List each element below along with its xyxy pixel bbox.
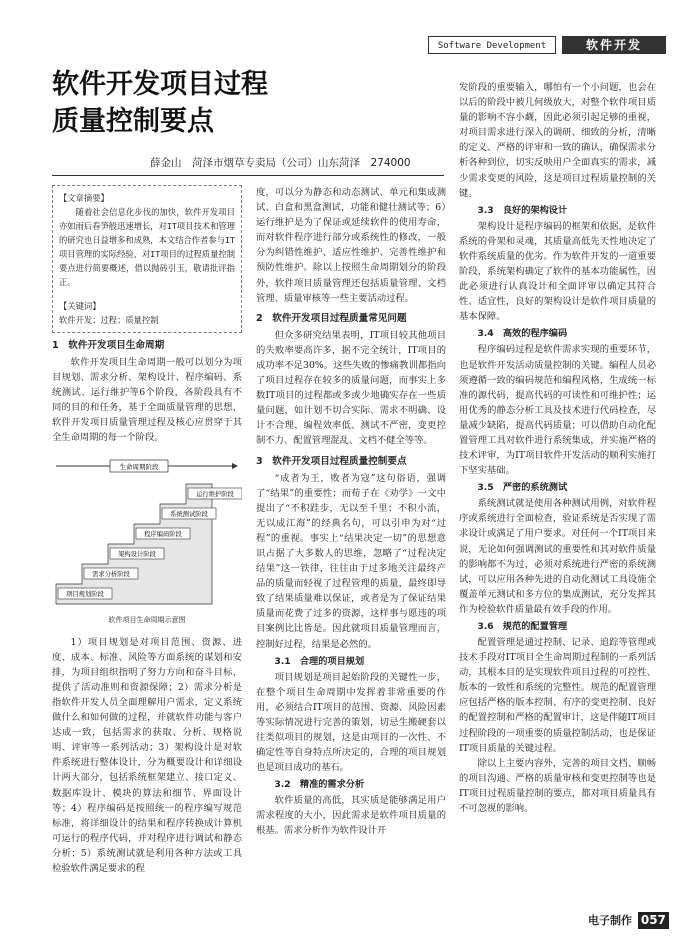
section-3-4-paragraph: 程序编码过程是软件需求实现的重要环节，也是软件开发活动质量控制的关键。编程人员必须遵循一致的编码规范和编程风格，生成统一标准的源代码，提高代码的可读性和可维护性；运用优秀的静态分析工具及技术进行代码检查，尽量减少缺陷，提高代码质量；可以借助自动化配置管理工具对软件进行系统集成，并实施严格的技术评审，为IT项目软件开发活动的顺利实施打下坚实基础。 [459, 344, 656, 477]
section-3-3-heading: 3.3 良好的架构设计 [477, 204, 568, 216]
article-title [52, 66, 432, 140]
section-3-5-heading: 3.5 严密的系统测试 [477, 482, 568, 494]
section-3-6-paragraph-1: 配置管理是通过控制、记录、追踪等管理或技术手段对IT项目全生命周期过程制的一系列活动，其根本目的是实现软件项目过程的可控性、版本的一致性和系统的完整性。规范的配置管理应包括严格的版本控制、有序的变更控制、良好的配置控制和严格的配置审计，这是伴随IT项目过程阶段的一项重要的质量控制活动，也是保证IT项目质量的关键过程。 [459, 637, 656, 754]
section-3-heading: 3 软件开发项目过程质量控制要点 [256, 455, 407, 467]
section-3-4-heading: 3.4 高效的程序编码 [477, 328, 568, 340]
column-2 [256, 185, 446, 839]
magazine-name: 电子制作 [588, 914, 632, 927]
abstract-box [52, 185, 242, 333]
column-2-continuation: 度，可以分为静态和动态测试、单元和集成测试、白盒和黑盒测试，功能和健壮测试等；6）运行维护是为了保证或延续软件的使用寿命，而对软件程序进行部分或系统性的修改，一般分为纠错性维护、适应性维护、完善性维护和预防性维护。除以上按照生命周期划分的阶段外，软件项目质量管理还包括质量管理、文档管理、质量审核等一些主要活动过程。 [256, 187, 446, 304]
section-1-paragraph-1: 软件开发项目生命周期一般可以划分为项目规划、需求分析、架构设计、程序编码、系统测试、运行维护等6个阶段，各阶段具有不同的目的和任务，基于全面质量管理的思想，软件开发项目质量管理过程及核心应贯穿于其全生命周期的每一个阶段。 [52, 357, 242, 444]
staircase-shape [56, 484, 212, 604]
abstract-text: 随着社会信息化步伐的加快，软件开发项目亦如雨后春笋般迅速增长，对IT项目技术和管理的研究也日益增多和成熟，本文结合作者参与IT项目管理的实际经验，对IT项目的过程质量控制要点进行简要概述，借以抛砖引玉，敬请批评指正。 [59, 207, 235, 287]
header-section-en: Software Development [428, 36, 556, 54]
section-3-6-heading: 3.6 规范的配置管理 [477, 621, 568, 632]
section-1-paragraph-2: 1）项目规划是对项目范围、资源、进度、成本、标准、风险等方面系统的谋划和安排，为项目组织指明了努力方向和奋斗目标，提供了活动准则和资源保障；2）需求分析是指软件开发人员全面理解用户需求，定义系统做什么和如何做的过程，并就软件功能与客户达成一致，包括需求的获取、分析、规格说明、评审等一系列活动；3）架构设计是对软件系统进行整体设计，分为概要设计和详细设计两大部分，包括系统框架建立、接口定义、数据库设计、模块的算法和细节、界面设计等；4）程序编码是按照统一的程序编写规范标准，将详细设计的结果和程序转换成计算机可运行的程序代码，并对程序进行调试和静态分析；5）系统测试就是利用各种方法或工具检验软件满足要求的程 [52, 636, 242, 874]
column-3-continuation: 发阶段的重要输入，哪怕有一个小问题，也会在以后的阶段中被几何级放大，对整个软件项目质量的影响不容小觑，因此必须引起足够的重视，对项目需求进行深入的调研、细致的分析，清晰的定义、严格的评审和一致的确认，确保需求分析各种到位，切实反映用户全面真实的需求，减少需求变更的风险，这是项目过程质量控制的关键。 [459, 82, 656, 199]
section-3-1-paragraph: 项目规划是项目起始阶段的关键性一步，在整个项目生命周期中发挥着非常重要的作用，必须结合IT项目的范围、资源、风险因素等实际情况进行完善的策划，切忌生搬硬套以往类似项目的规划，这是由项目的一次性、不确定性等自身特点所决定的，合理的项目规划也是项目成功的基石。 [256, 671, 446, 774]
title-line-1: 软件开发项目过程 [52, 69, 268, 100]
lifecycle-diagram [52, 454, 242, 614]
step-label-4: 程序编码阶段 [144, 530, 182, 538]
step-label-6: 运行维护阶段 [196, 490, 234, 498]
column-3 [459, 80, 656, 816]
header-section-cn: 软件开发 [562, 36, 666, 54]
lifecycle-figure [52, 454, 242, 629]
section-3-paragraph: “成者为王，败者为寇”这句俗语，强调了“结果”的重要性；而荀子在《劝学》一文中提出了“不积跬步，无以至千里；不积小流，无以成江海”的经典名句，可以引申为对“过程”的重视。事实上“结果决定一切”的思想意识占据了大多数人的思维，忽略了“过程决定结果”这一铁律，往往由于过多地关注最终产品的质量而轻视了过程管理的质量，最终即导致了结果质量难以保证，或者是为了保证结果质量而花费了过多的资源，这样事与愿违的项目案例比比皆是。因此就项目质量管理而言，控制好过程，结果是必然的。 [256, 472, 446, 650]
header-bar [428, 36, 668, 54]
step-label-5: 系统测试阶段 [170, 510, 208, 518]
section-3-6-paragraph-2: 除以上主要内容外，完善的项目文档、顺畅的项目沟通、严格的质量审核和变更控制等也是IT项目过程质量控制的要点，都对项目质量具有不可忽视的影响。 [459, 757, 656, 815]
keywords-text: 软件开发；过程；质量控制 [59, 315, 159, 325]
figure-steps [56, 484, 242, 604]
section-1-heading: 1 软件开发项目生命周期 [52, 340, 165, 351]
step-label-2: 需求分析阶段 [92, 570, 130, 578]
section-2-paragraph: 但众多研究结果表明，IT项目较其他项目的失败率要高许多，据不完全统计，IT项目的成功率不足30%。这些失败的惨痛教训都指向了项目过程存在较多的质量问题，而事实上多数IT项目的过程都或多或少地确实存在一些质量问题，如计划不切合实际、需求不明确、设计不合理、编程效率低、测试不严密，变更控制不力、配置管理混乱、文档不健全等等。 [256, 329, 446, 447]
figure-caption: 软件项目生命周期示意图 [108, 616, 186, 625]
section-3-2-heading: 3.2 精准的需求分析 [274, 779, 365, 791]
keywords-heading: 【关键词】 [59, 301, 101, 311]
abstract-heading: 【文章摘要】 [59, 193, 109, 203]
section-3-3-paragraph: 架构设计是程序编码的框架和依据，是软件系统的骨架和灵魂，其质量高低先天性地决定了软件系统质量的优劣。作为软件开发的一道重要阶段，系统架构确定了软件的基本功能属性，因此必须进行认真设计和全面评审以确定其符合性、适宜性，良好的架构设计是软件项目质量的基本保障。 [459, 220, 656, 323]
section-3-5-paragraph: 系统测试就是使用各种测试用例，对软件程序或系统进行全面检查，验证系统是否实现了需求设计或满足了用户要求。对任何一个IT项目来说，无论如何强调测试的重要性和其对软件质量的影响都不为过，必须对系统进行严密的系统测试，可以应用各种先进的自动化测试工具设施全覆盖单元测试和多方位的集成测试，充分发挥其作为检验软件质量最有效手段的作用。 [459, 498, 656, 615]
step-label-1: 项目规划阶段 [66, 590, 104, 598]
page-footer [588, 912, 669, 929]
title-line-2: 质量控制要点 [52, 106, 214, 137]
figure-top-arrowhead [232, 463, 238, 469]
column-1 [52, 185, 242, 876]
figure-top-label: 生命周期阶段 [119, 462, 159, 471]
section-2-heading: 2 软件开发项目过程质量常见问题 [256, 312, 407, 324]
step-label-3: 架构设计阶段 [118, 550, 156, 558]
section-3-2-paragraph: 软件质量的高低，其实质是能够满足用户需求程度的大小，因此需求是软件项目质量的根基。需求分析作为软件设计开 [256, 795, 446, 837]
section-3-1-heading: 3.1 合理的项目规划 [274, 655, 365, 667]
title-divider [52, 175, 444, 176]
page-number: 057 [638, 912, 669, 929]
author-line: 薛金山 菏泽市烟草专卖局（公司）山东菏泽 274000 [150, 157, 411, 169]
